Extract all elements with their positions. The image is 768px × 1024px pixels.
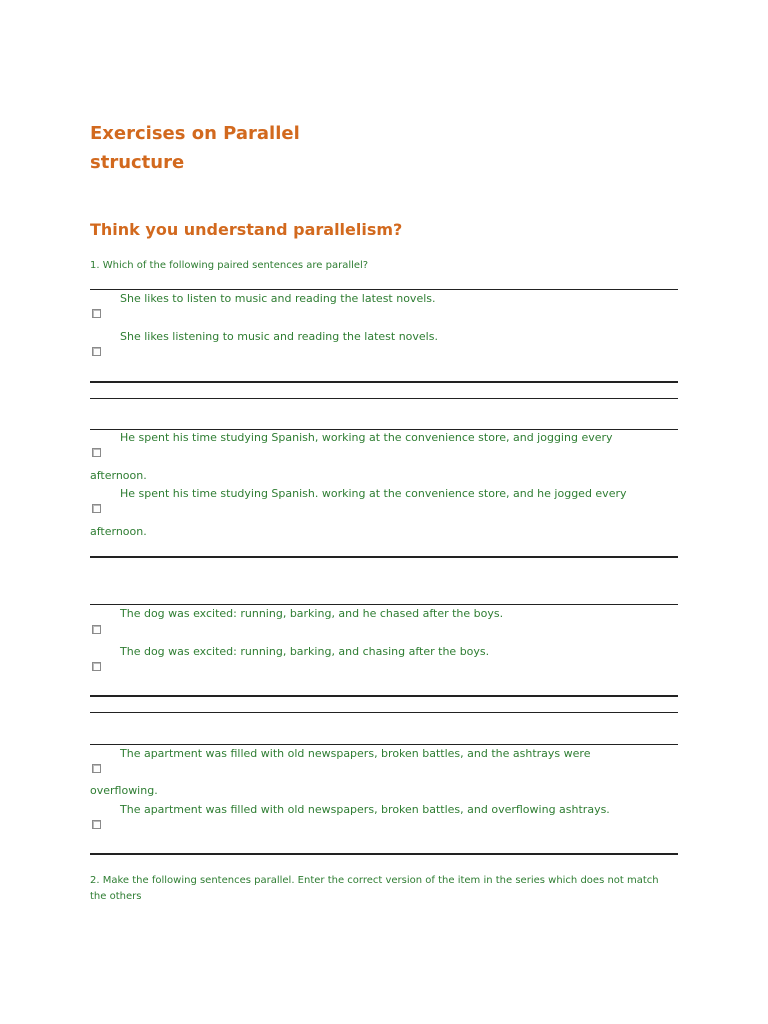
- divider: [90, 712, 678, 713]
- option-1a-text: She likes to listen to music and reading the latest novels.: [120, 292, 436, 305]
- divider: [90, 556, 678, 558]
- question-2-line-1: 2. Make the following sentences parallel. Enter the correct version of the item in the series which does not match: [90, 875, 659, 886]
- page-title-line-1: Exercises on Parallel: [90, 123, 300, 144]
- option-3b-text: The dog was excited: running, barking, and chasing after the boys.: [120, 645, 490, 658]
- question-2-line-2: the others: [90, 891, 142, 902]
- page-title: [90, 119, 390, 177]
- option-2b-text-line-1: He spent his time studying Spanish. working at the convenience store, and he jogged every: [120, 487, 627, 500]
- section-heading: Think you understand parallelism?: [90, 220, 403, 239]
- divider: [90, 853, 678, 855]
- divider: [90, 381, 678, 383]
- question-1-prompt: 1. Which of the following paired sentences are parallel?: [90, 260, 369, 271]
- option-2b-checkbox[interactable]: [92, 504, 101, 513]
- option-4a-text-line-2: overflowing.: [90, 784, 158, 797]
- option-4b-checkbox[interactable]: [92, 820, 101, 829]
- option-4a-checkbox[interactable]: [92, 764, 101, 773]
- option-2a-checkbox[interactable]: [92, 448, 101, 457]
- question-2-prompt: [90, 873, 690, 905]
- page-title-line-2: structure: [90, 152, 185, 173]
- option-1b-text: She likes listening to music and reading the latest novels.: [120, 330, 438, 343]
- divider: [90, 695, 678, 697]
- option-3a-checkbox[interactable]: [92, 625, 101, 634]
- divider: [90, 604, 678, 605]
- option-3b-checkbox[interactable]: [92, 662, 101, 671]
- option-4b-text: The apartment was filled with old newspapers, broken battles, and overflowing ashtrays.: [120, 803, 610, 816]
- option-2b-text-line-2: afternoon.: [90, 525, 147, 538]
- divider: [90, 398, 678, 399]
- option-3a-text: The dog was excited: running, barking, and he chased after the boys.: [120, 607, 504, 620]
- option-1a-checkbox[interactable]: [92, 309, 101, 318]
- divider: [90, 744, 678, 745]
- option-2a-text-line-2: afternoon.: [90, 469, 147, 482]
- option-1b-checkbox[interactable]: [92, 347, 101, 356]
- divider: [90, 289, 678, 290]
- option-2a-text-line-1: He spent his time studying Spanish, working at the convenience store, and jogging every: [120, 431, 613, 444]
- option-4a-text-line-1: The apartment was filled with old newspapers, broken battles, and the ashtrays were: [120, 747, 591, 760]
